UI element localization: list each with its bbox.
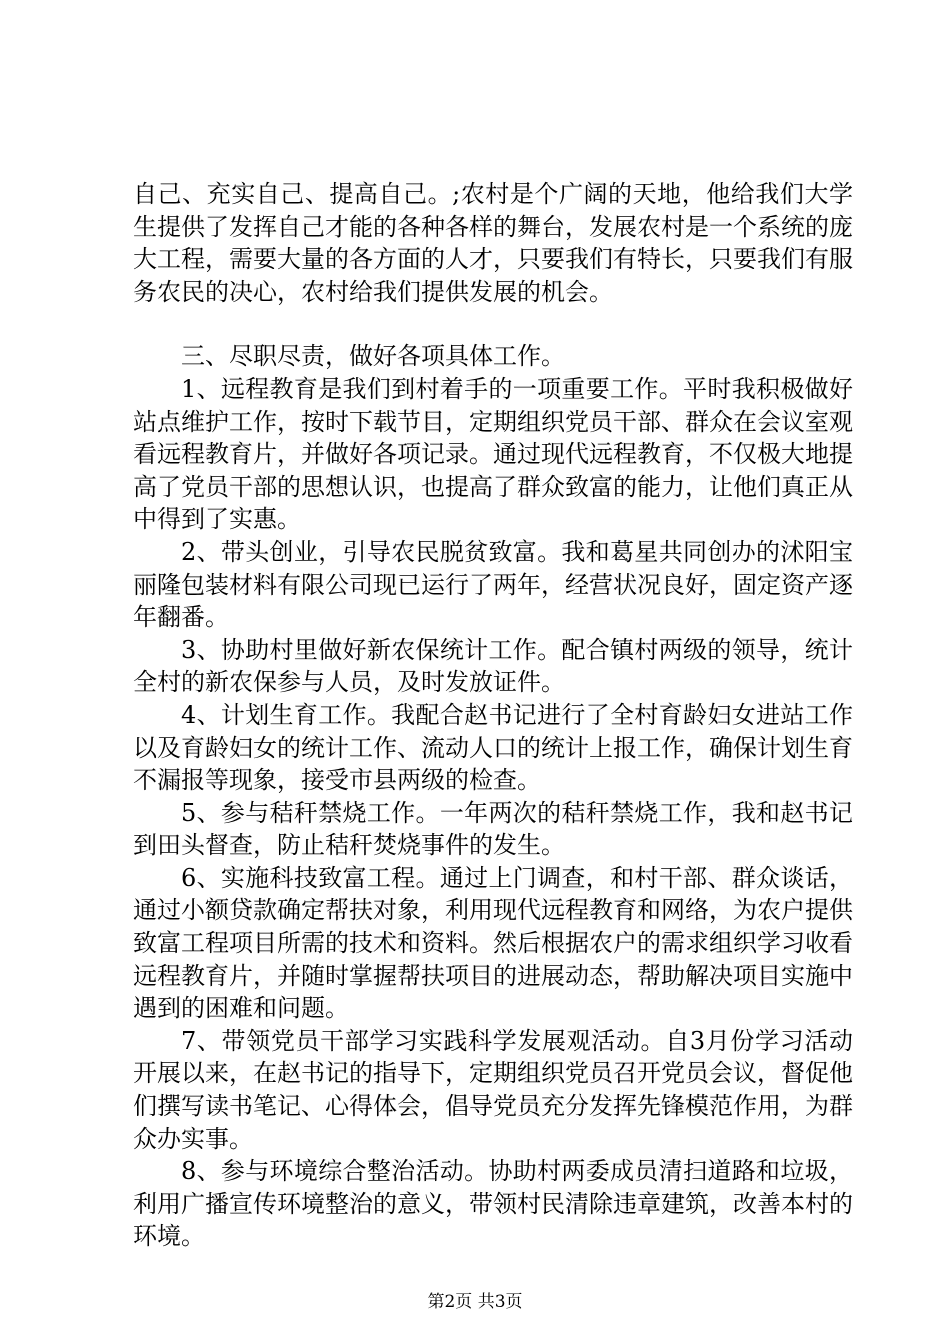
paragraph-item-6: 6、实施科技致富工程。通过上门调查，和村干部、群众谈话，通过小额贷款确定帮扶对象，利用现代远程教育和网络，为农户提供致富工程项目所需的技术和资料。然后根据农户的需求组织学习收看远程教育片，并随时掌握帮扶项目的进展动态，帮助解决项目实施中遇到的困难和问题。 xyxy=(133,863,853,1023)
paragraph-item-2: 2、带头创业，引导农民脱贫致富。我和葛星共同创办的沭阳宝丽隆包装材料有限公司现已运行了两年，经营状况良好，固定资产逐年翻番。 xyxy=(133,537,853,632)
paragraph-item-3: 3、协助村里做好新农保统计工作。配合镇村两级的领导，统计全村的新农保参与人员，及时发放证件。 xyxy=(133,635,853,697)
paragraph-item-7: 7、带领党员干部学习实践科学发展观活动。自3月份学习活动开展以来，在赵书记的指导下，定期组织党员召开党员会议，督促他们撰写读书笔记、心得体会，倡导党员充分发挥先锋模范作用，为群众办实事。 xyxy=(133,1026,853,1153)
paragraph-item-4: 4、计划生育工作。我配合赵书记进行了全村育龄妇女进站工作以及育龄妇女的统计工作、流动人口的统计上报工作，确保计划生育不漏报等现象，接受市县两级的检查。 xyxy=(133,700,853,795)
paragraph-item-1: 1、远程教育是我们到村着手的一项重要工作。平时我积极做好站点维护工作，按时下载节目，定期组织党员干部、群众在会议室观看远程教育片，并做好各项记录。通过现代远程教育，不仅极大地提高了党员干部的思想认识，也提高了群众致富的能力，让他们真正从中得到了实惠。 xyxy=(133,374,853,534)
paragraph-item-5: 5、参与秸秆禁烧工作。一年两次的秸秆禁烧工作，我和赵书记到田头督查，防止秸秆焚烧事件的发生。 xyxy=(133,798,853,860)
page-footer: 第2页 共3页 xyxy=(427,1292,523,1312)
paragraph-item-8: 8、参与环境综合整治活动。协助村两委成员清扫道路和垃圾，利用广播宣传环境整治的意义，带领村民清除违章建筑，改善本村的环境。 xyxy=(133,1157,853,1251)
document-body xyxy=(133,178,853,1253)
section-heading: 三、尽职尽责，做好各项具体工作。 xyxy=(181,342,565,371)
paragraph-continuation: 自己、充实自己、提高自己。;农村是个广阔的天地，他给我们大学生提供了发挥自己才能的各种各样的舞台，发展农村是一个系统的庞大工程，需要大量的各方面的人才，只要我们有特长，只要我们有服务农民的决心，农村给我们提供发展的机会。 xyxy=(133,180,853,306)
